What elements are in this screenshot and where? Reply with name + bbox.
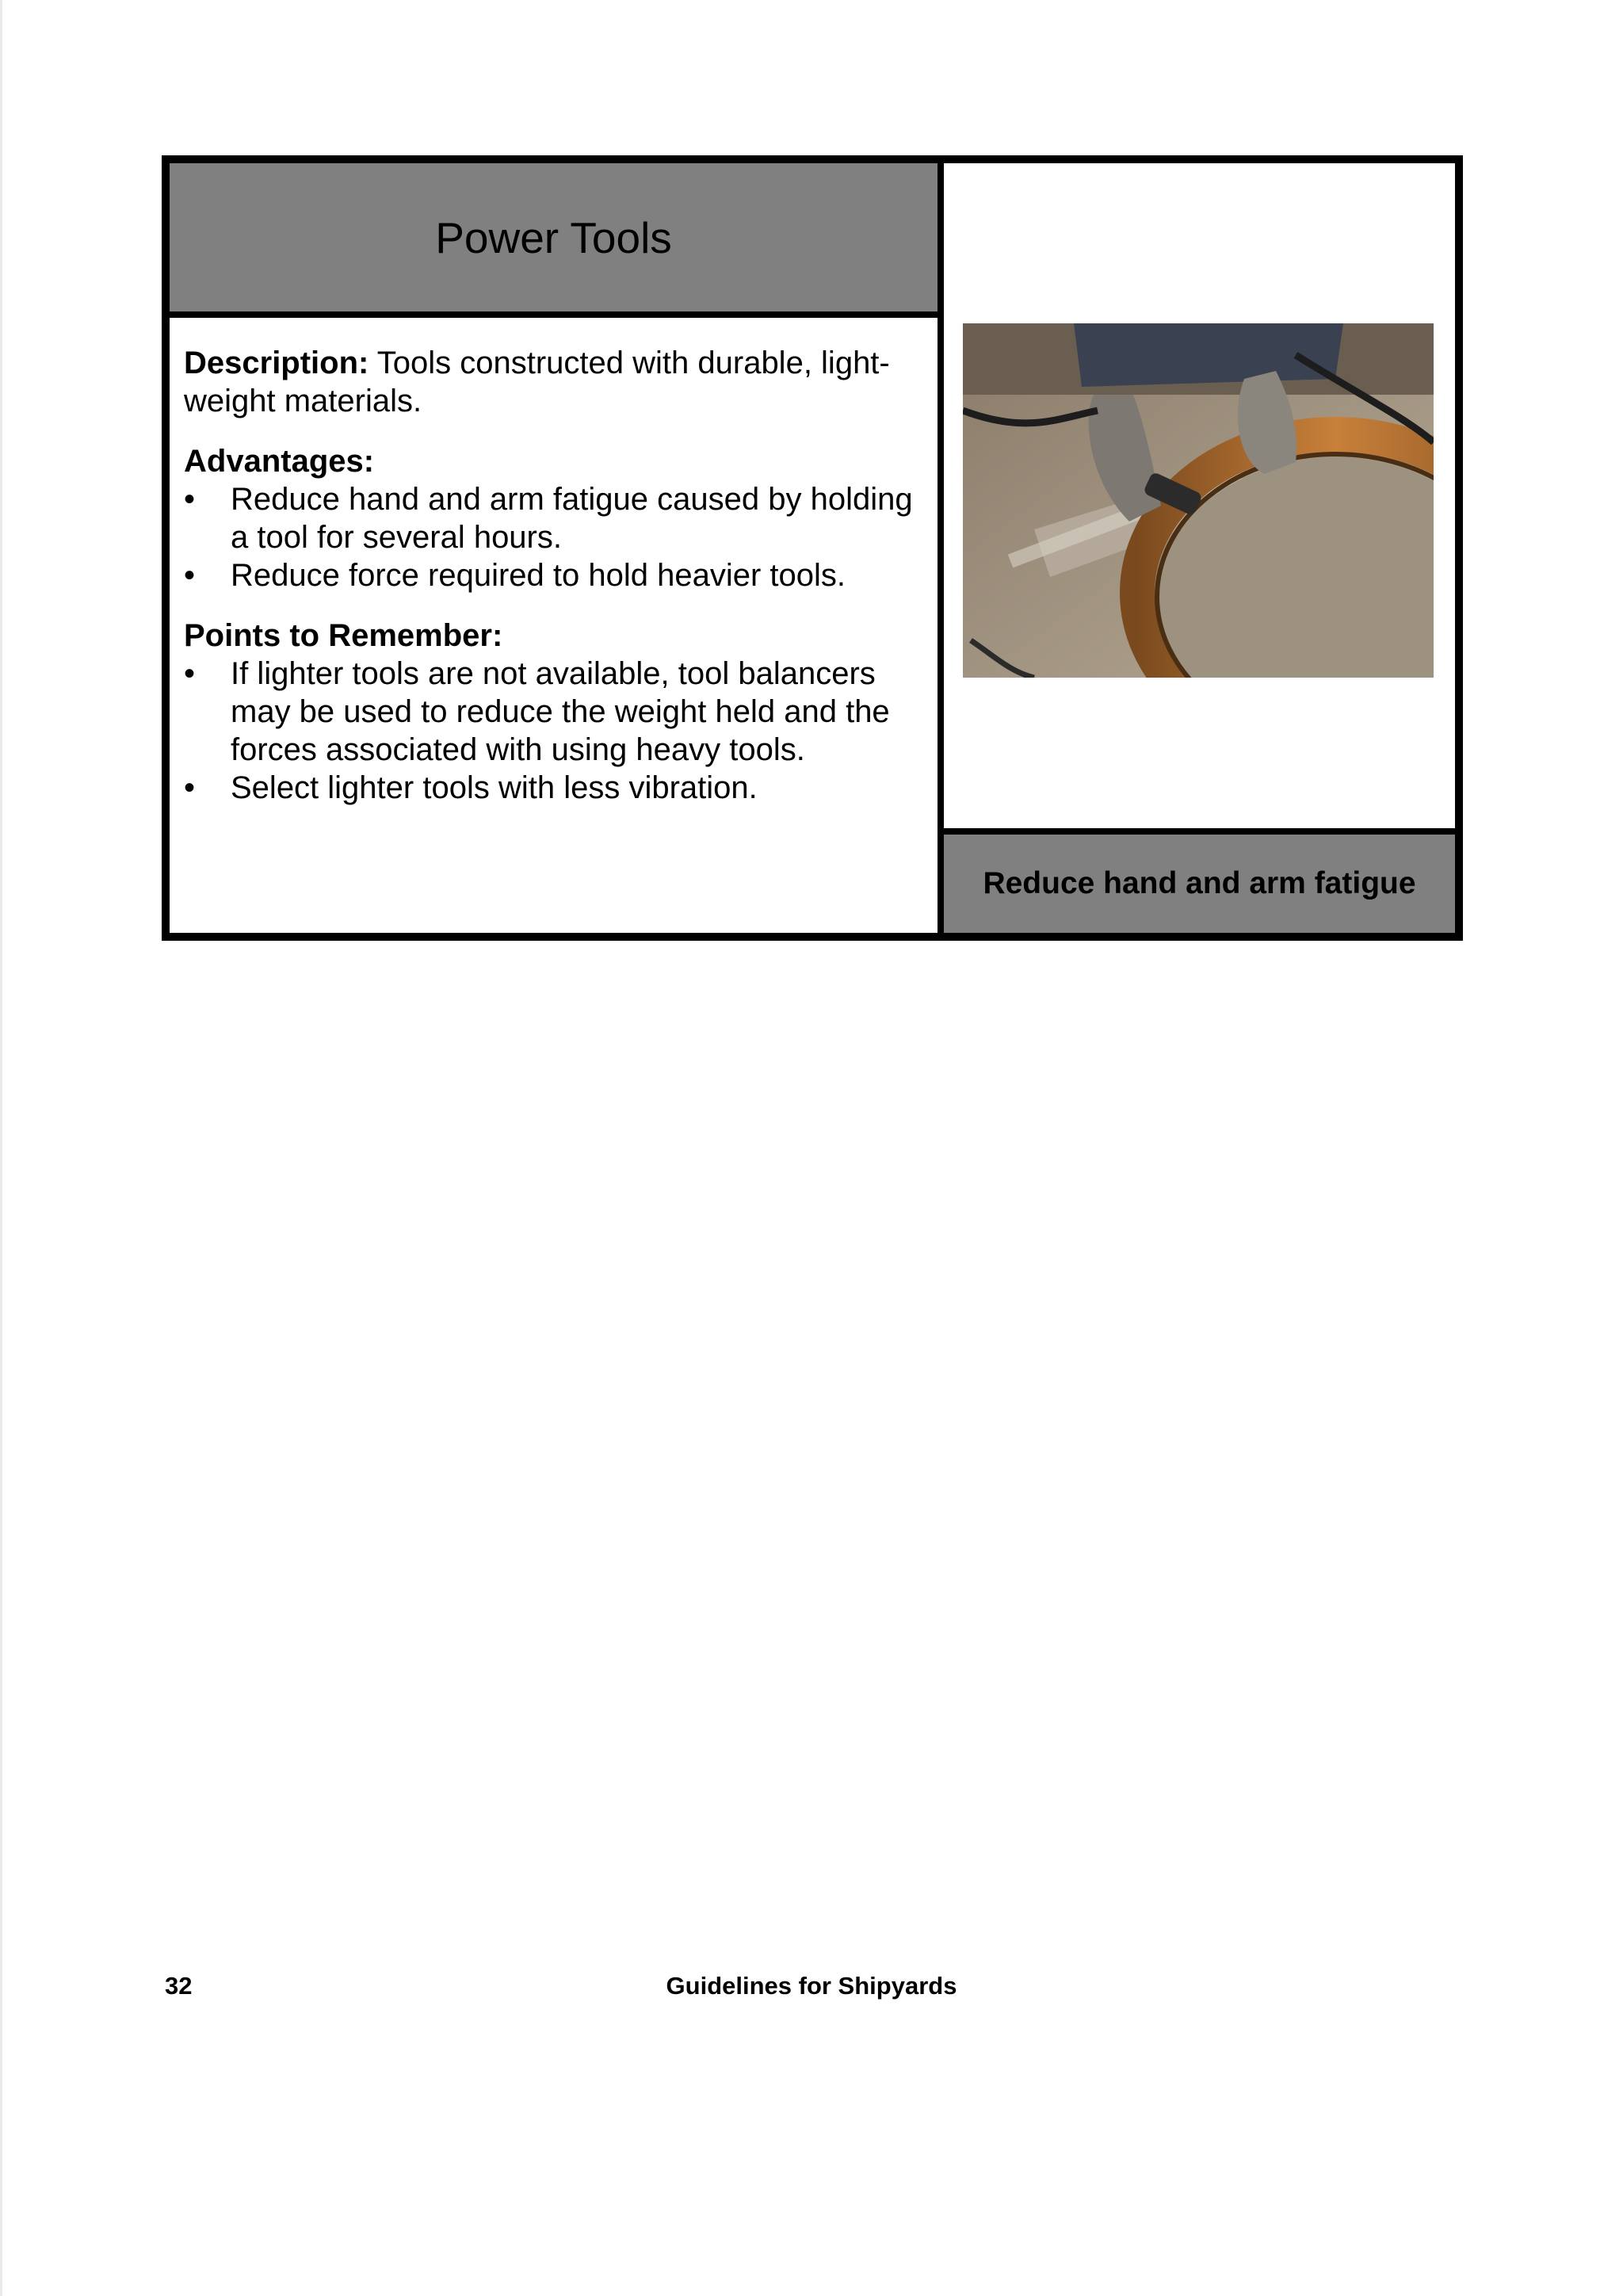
worker-grinding-pipe-photo	[963, 323, 1434, 678]
caption-box	[944, 835, 1455, 933]
bullet-icon: •	[184, 770, 196, 805]
points-list	[184, 655, 921, 807]
page-number: 32	[165, 1972, 193, 2000]
bullet-icon: •	[184, 558, 196, 593]
column-divider	[938, 163, 944, 933]
bullet-icon: •	[184, 656, 196, 691]
description-text: Tools constructed with durable, light-weight materials.	[184, 346, 890, 418]
card-content	[184, 344, 921, 807]
bullet-icon: •	[184, 482, 196, 517]
points-heading: Points to Remember:	[184, 618, 503, 653]
list-item: • Select lighter tools with less vibration.	[184, 770, 758, 805]
advantages-list	[184, 480, 921, 594]
caption-divider	[944, 828, 1455, 835]
card-title: Power Tools	[435, 212, 672, 262]
title-divider	[170, 311, 938, 318]
description-label: Description:	[184, 346, 369, 380]
list-item: • Reduce force required to hold heavier tools.	[184, 558, 846, 593]
advantages-heading: Advantages:	[184, 444, 375, 479]
card-title-box	[170, 163, 938, 311]
list-item: • If lighter tools are not available, tool balancers may be used to reduce the weight held and the forces associated with using heavy tools.	[184, 656, 890, 767]
list-item: • Reduce hand and arm fatigue caused by holding a tool for several hours.	[184, 482, 913, 555]
description-paragraph	[184, 344, 921, 420]
caption-text: Reduce hand and arm fatigue	[983, 866, 1416, 900]
guideline-card	[162, 155, 1463, 941]
page-edge	[0, 0, 2, 2296]
footer-title: Guidelines for Shipyards	[666, 1972, 957, 2000]
